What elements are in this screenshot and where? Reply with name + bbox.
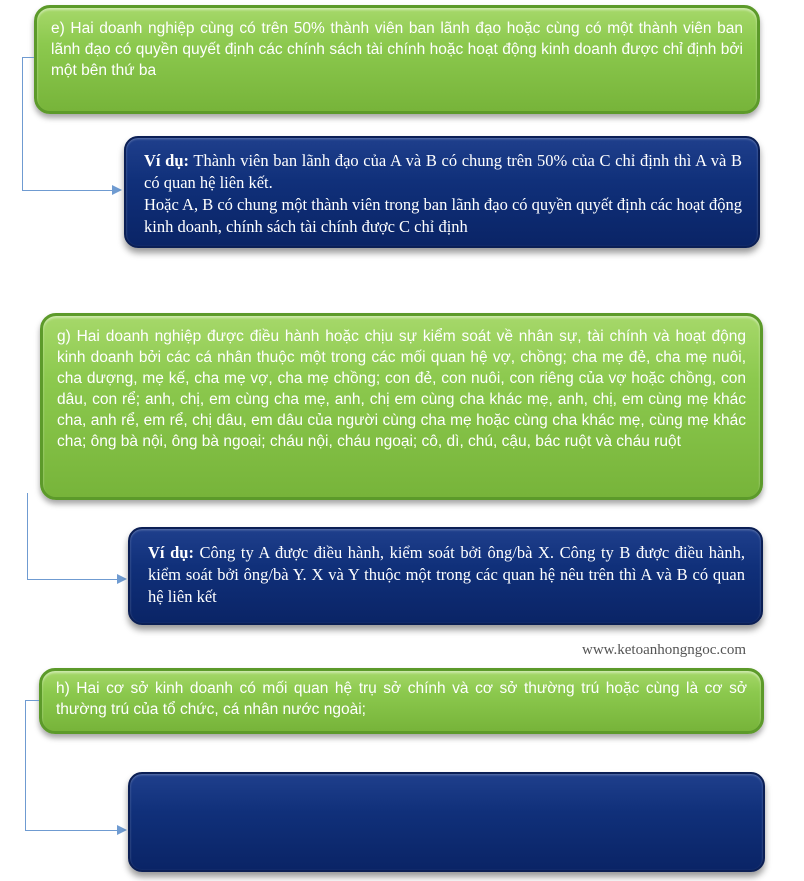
rule-e-text: e) Hai doanh nghiệp cùng có trên 50% thành viên ban lãnh đạo hoặc cùng có một thành viên ban lãnh đạo có quyền quyết định các chính sách tài chính hoặc hoạt động kinh doanh được chỉ định bởi một bên thứ ba [51,20,743,79]
example-e-line1: Thành viên ban lãnh đạo của A và B có chung trên 50% của C chỉ định thì A và B có quan hệ liên kết. [144,151,743,192]
arrow-g-icon [117,574,127,584]
connector-h-bottom [25,830,119,831]
arrow-e-icon [112,185,122,195]
example-box-g [128,527,763,625]
connector-h-vertical [25,700,26,830]
example-box-h [128,772,765,872]
rule-box-e [34,5,760,114]
connector-e-bottom [22,190,114,191]
connector-h-top [25,700,39,701]
connector-e-top [22,57,34,58]
example-e-line2: Hoặc A, B có chung một thành viên trong ban lãnh đạo có quyền quyết định các hoạt động kinh doanh, chính sách tài chính được C chỉ định [144,195,742,236]
connector-g-bottom [27,579,119,580]
connector-g-vertical [27,493,28,579]
rule-box-h [39,668,764,734]
rule-g-text: g) Hai doanh nghiệp được điều hành hoặc chịu sự kiểm soát về nhân sự, tài chính và hoạt động kinh doanh bởi các cá nhân thuộc một trong các mối quan hệ vợ, chồng; cha mẹ đẻ, cha mẹ nuôi, cha dượng, mẹ kế, cha mẹ vợ, cha mẹ chồng; con đẻ, con nuôi, con riêng của vợ hoặc chồng, con dâu, con rể; anh, chị, em cùng cha mẹ, anh, chị em cùng cha khác mẹ, anh, chị, em cùng mẹ khác cha, anh rể, em rể, chị dâu, em dâu của người cùng cha mẹ hoặc cùng cha khác mẹ, cùng mẹ khác cha; ông bà nội, ông bà ngoại; cháu nội, cháu ngoại; cô, dì, chú, cậu, bác ruột và cháu ruột [57,328,746,450]
connector-e-vertical [22,57,23,190]
example-g-label: Ví dụ: [148,543,194,562]
rule-box-g [40,313,763,500]
arrow-h-icon [117,825,127,835]
example-g-text: Công ty A được điều hành, kiểm soát bởi ông/bà X. Công ty B được điều hành, kiểm soát bởi ông/bà Y. X và Y thuộc một trong các quan hệ nêu trên thì A và B có quan hệ liên kết [148,543,745,606]
website-watermark: www.ketoanhongngoc.com [582,642,746,658]
example-e-label: Ví dụ: [144,151,190,170]
rule-h-text: h) Hai cơ sở kinh doanh có mối quan hệ trụ sở chính và cơ sở thường trú hoặc cùng là cơ sở thường trú của tổ chức, cá nhân nước ngoài; [56,680,747,718]
example-box-e [124,136,760,248]
